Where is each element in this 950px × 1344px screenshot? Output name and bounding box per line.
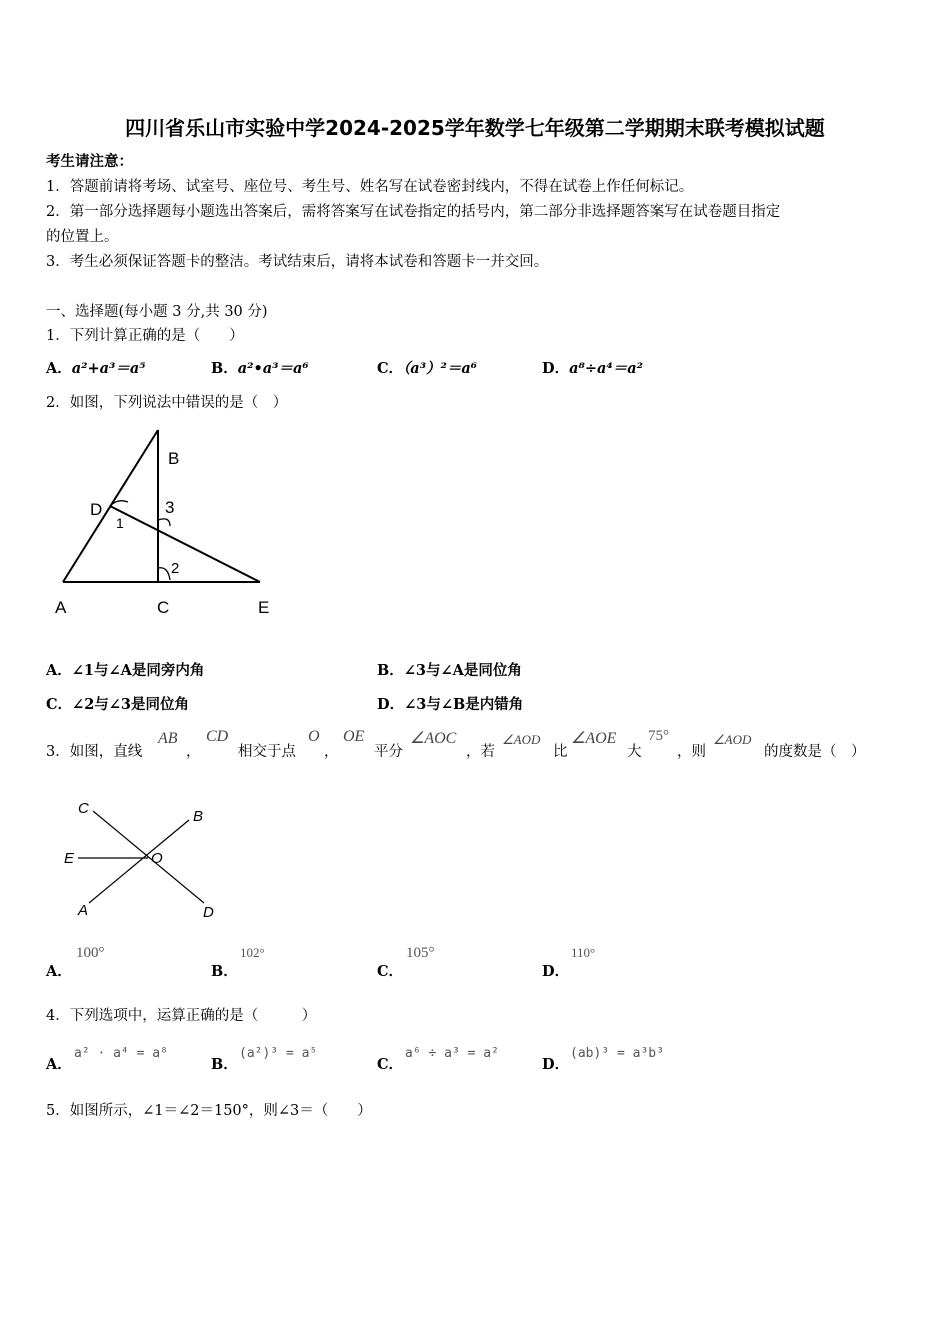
question-4-option-b-label: B． xyxy=(211,1056,238,1073)
question-2-option-d: D．∠3与∠B是内错角 xyxy=(377,696,524,713)
math-angle-aoc: ∠AOC xyxy=(410,730,457,747)
label-d: D xyxy=(90,500,103,519)
question-1-option-a xyxy=(46,359,146,379)
line-ab xyxy=(89,820,189,903)
notice-item-1: 1．答题前请将考场、试室号、座位号、考生号、姓名写在试卷密封线内，不得在试卷上作任何标记。 xyxy=(46,179,694,195)
label-e: E xyxy=(258,598,270,617)
math-angle-aod-2: ∠AOD xyxy=(713,732,752,747)
question-3-stem-3: 相交于点 xyxy=(238,744,296,760)
question-2-option-c: C．∠2与∠3是同位角 xyxy=(46,696,190,713)
question-1-option-b xyxy=(211,359,309,379)
question-4-option-a-expression: a² · a⁴ = a⁸ xyxy=(74,1046,168,1061)
label-c: C xyxy=(157,598,170,617)
option-label: A． xyxy=(46,360,72,377)
question-3-option-c-label: C． xyxy=(377,963,404,980)
question-4-stem: 4．下列选项中，运算正确的是（ ） xyxy=(46,1008,317,1024)
page-title: 四川省乐山市实验中学2024-2025学年数学七年级第二学期期末联考模拟试题 xyxy=(125,116,825,140)
notice-item-2: 2．第一部分选择题每小题选出答案后，需将答案写在试卷指定的括号内，第二部分非选择题答案写在试卷题目指定 xyxy=(46,204,781,220)
math-angle-aoe: ∠AOE xyxy=(571,730,617,747)
notice-item-3: 3．考生必须保证答题卡的整洁。考试结束后，请将本试卷和答题卡一并交回。 xyxy=(46,254,549,270)
question-3-option-b-value: 102° xyxy=(240,945,265,960)
question-4-option-a-label: A． xyxy=(46,1056,72,1073)
question-1-option-c xyxy=(377,359,477,379)
question-5-stem: 5．如图所示，∠1＝∠2＝150°，则∠3＝（ ） xyxy=(46,1103,372,1119)
question-2-figure xyxy=(46,420,286,630)
question-3-stem-5: 平分 xyxy=(374,744,403,760)
math-cd: CD xyxy=(206,728,229,745)
question-2-option-a: A．∠1与∠A是同旁内角 xyxy=(46,662,205,679)
line-cd xyxy=(93,811,204,903)
question-3-stem-10: 的度数是（ ） xyxy=(764,744,866,760)
question-4-option-c-label: C． xyxy=(377,1056,404,1073)
label-a: A xyxy=(78,902,89,919)
option-expression: （a³）²＝a⁶ xyxy=(403,360,478,377)
math-75-degrees: 75° xyxy=(648,728,669,744)
option-expression: a⁸÷a⁴＝a² xyxy=(569,360,643,377)
option-label: C． xyxy=(377,360,404,377)
question-3-stem-1: 3．如图，直线 xyxy=(46,744,143,760)
question-1-option-d xyxy=(542,359,643,379)
question-3-option-d-label: D． xyxy=(542,963,570,980)
question-4-option-b-expression: (a²)³ = a⁵ xyxy=(239,1046,318,1061)
notice-item-2-cont: 的位置上。 xyxy=(46,229,119,245)
question-3-stem-6: ，若 xyxy=(466,744,495,760)
question-4-option-c-expression: a⁶ ÷ a³ = a² xyxy=(405,1046,499,1061)
question-3-stem-4: ， xyxy=(324,744,339,760)
question-3-stem-7: 比 xyxy=(553,744,568,760)
notice-heading: 考生请注意： xyxy=(46,153,133,170)
math-ab: AB xyxy=(158,730,178,747)
question-4-option-d-label: D． xyxy=(542,1056,570,1073)
question-3-option-c-value: 105° xyxy=(406,945,435,961)
line-de xyxy=(110,506,260,582)
angle-2-arc xyxy=(158,568,170,580)
label-c: C xyxy=(78,800,89,817)
option-expression: a²•a³＝a⁶ xyxy=(237,360,309,377)
label-b: B xyxy=(193,808,204,825)
question-3-stem-9: ，则 xyxy=(677,744,706,760)
label-3: 3 xyxy=(165,498,175,517)
option-label: D． xyxy=(542,360,570,377)
label-2: 2 xyxy=(171,560,180,577)
question-3-option-d-value: 110° xyxy=(571,945,596,960)
question-4-option-d-expression: (ab)³ = a³b³ xyxy=(570,1046,664,1061)
math-oe: OE xyxy=(343,728,365,745)
option-label: B． xyxy=(211,360,238,377)
label-d: D xyxy=(203,904,214,921)
math-o: O xyxy=(308,728,320,745)
label-e: E xyxy=(64,850,75,867)
section-heading: 一、选择题(每小题 3 分,共 30 分) xyxy=(46,304,268,320)
label-b: B xyxy=(168,449,180,468)
label-a: A xyxy=(55,598,67,617)
question-2-stem: 2．如图，下列说法中错误的是（ ） xyxy=(46,395,288,411)
question-1-stem: 1．下列计算正确的是（ ） xyxy=(46,328,244,344)
label-o: O xyxy=(151,850,163,867)
math-angle-aod: ∠AOD xyxy=(502,732,541,747)
angle-3-arc xyxy=(158,519,170,526)
question-3-option-a-value: 100° xyxy=(76,945,105,961)
question-3-option-a-label: A． xyxy=(46,963,72,980)
question-3-stem-8: 大 xyxy=(627,744,642,760)
option-expression: a²+a³＝a⁵ xyxy=(71,360,146,377)
question-3-stem-2: ， xyxy=(186,744,201,760)
question-3-figure xyxy=(56,795,236,925)
question-3-option-b-label: B． xyxy=(211,963,238,980)
question-2-option-b: B．∠3与∠A是同位角 xyxy=(377,662,522,679)
label-1: 1 xyxy=(116,515,124,531)
